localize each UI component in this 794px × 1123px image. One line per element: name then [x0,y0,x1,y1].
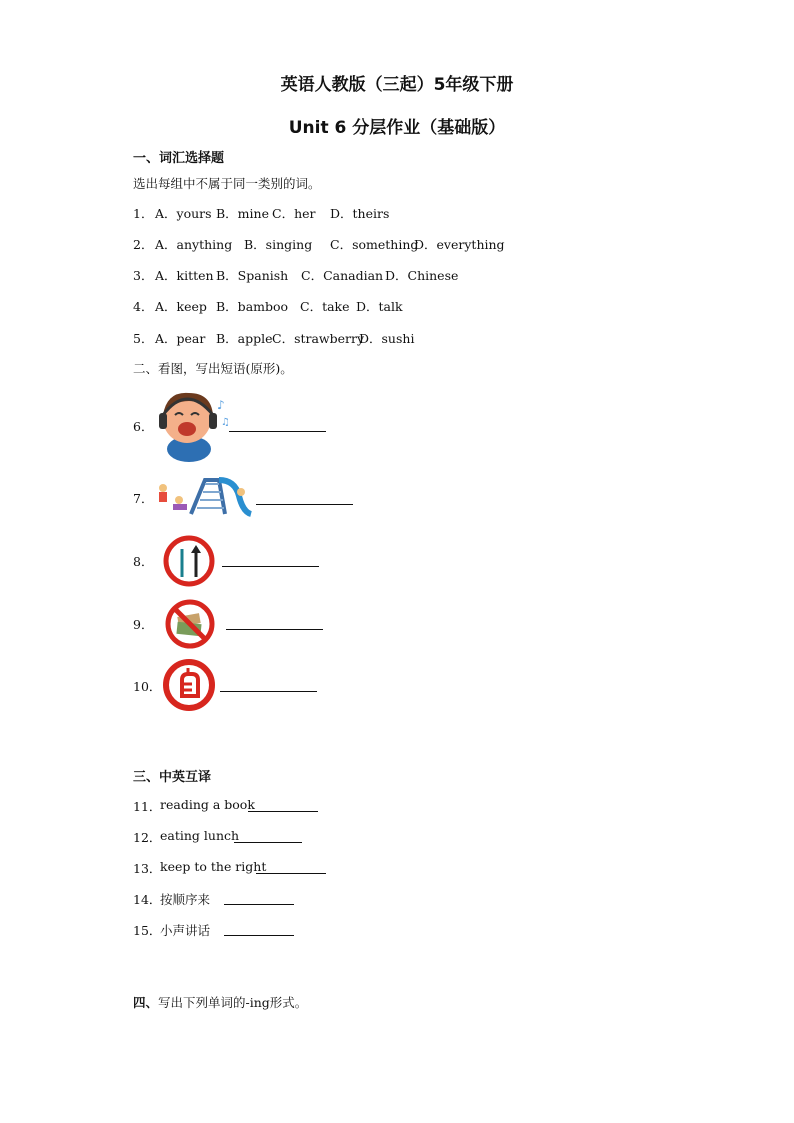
answer-blank-8[interactable] [222,566,319,567]
page-subtitle: Unit 6 分层作业（基础版） [288,118,506,138]
option-b: B．apple [216,331,273,346]
question-number: 1． [133,206,154,221]
no-talking-sign [162,658,216,712]
option-d: D．theirs [330,206,390,221]
item-text: eating lunch [160,828,240,843]
item-10-number: 10． [133,679,162,694]
section-4-number: 四、 [133,995,159,1010]
section-2-heading: 二、看图，写出短语(原形)。 [133,361,293,376]
option-b: B．mine [216,206,269,221]
answer-blank-6[interactable] [229,431,326,432]
no-books-sign [165,599,215,649]
item-text: 按顺序来 [160,892,211,907]
section-4-text: 写出下列单词的-ing形式。 [158,995,308,1010]
answer-blank-7[interactable] [256,504,353,505]
item-text: reading a book [160,797,255,812]
option-d: D．everything [414,237,505,252]
option-c: C．take [300,299,350,314]
option-c: C．strawberry [272,331,365,346]
option-a: A．pear [155,331,206,346]
option-d: D．talk [356,299,403,314]
item-9-number: 9． [133,617,154,632]
section-1-heading: 一、词汇选择题 [133,151,225,166]
option-d: D．sushi [359,331,415,346]
item-number: 14． [133,892,162,907]
option-b: B．singing [244,237,313,252]
item-number: 12． [133,830,162,845]
option-c: C．Canadian [301,268,384,283]
question-number: 4． [133,299,154,314]
svg-text:♪: ♪ [217,398,225,412]
boy-listening-to-music-picture [153,387,229,463]
option-c: C．something [330,237,419,252]
keep-right-sign [163,535,215,587]
item-text: 小声讲话 [160,923,211,938]
answer-blank-10[interactable] [220,691,317,692]
item-number: 15． [133,923,162,938]
question-number: 3． [133,268,154,283]
page-title: 英语人教版（三起）5年级下册 [280,75,514,95]
option-b: B．bamboo [216,299,289,314]
section-4-heading [133,993,307,1011]
answer-blank-15[interactable] [224,935,294,936]
option-a: A．anything [155,237,233,252]
item-6-number: 6． [133,419,154,434]
option-d: D．Chinese [385,268,459,283]
option-c: C．her [272,206,316,221]
kids-playing-on-slide-picture [155,474,253,518]
option-a: A．keep [155,299,207,314]
answer-blank-12[interactable] [234,842,302,843]
section-1-instruction: 选出每组中不属于同一类别的词。 [133,176,321,191]
option-a: A．kitten [155,268,214,283]
item-text: keep to the right [160,859,267,874]
section-3-heading: 三、中英互译 [133,770,212,785]
option-b: B．Spanish [216,268,289,283]
answer-blank-14[interactable] [224,904,294,905]
item-number: 11． [133,799,162,814]
item-8-number: 8． [133,554,154,569]
item-7-number: 7． [133,491,154,506]
question-number: 5． [133,331,154,346]
answer-blank-11[interactable] [248,811,318,812]
item-number: 13． [133,861,162,876]
answer-blank-9[interactable] [226,629,323,630]
option-a: A．yours [155,206,212,221]
question-number: 2． [133,237,154,252]
svg-text:♫: ♫ [221,417,230,428]
answer-blank-13[interactable] [256,873,326,874]
